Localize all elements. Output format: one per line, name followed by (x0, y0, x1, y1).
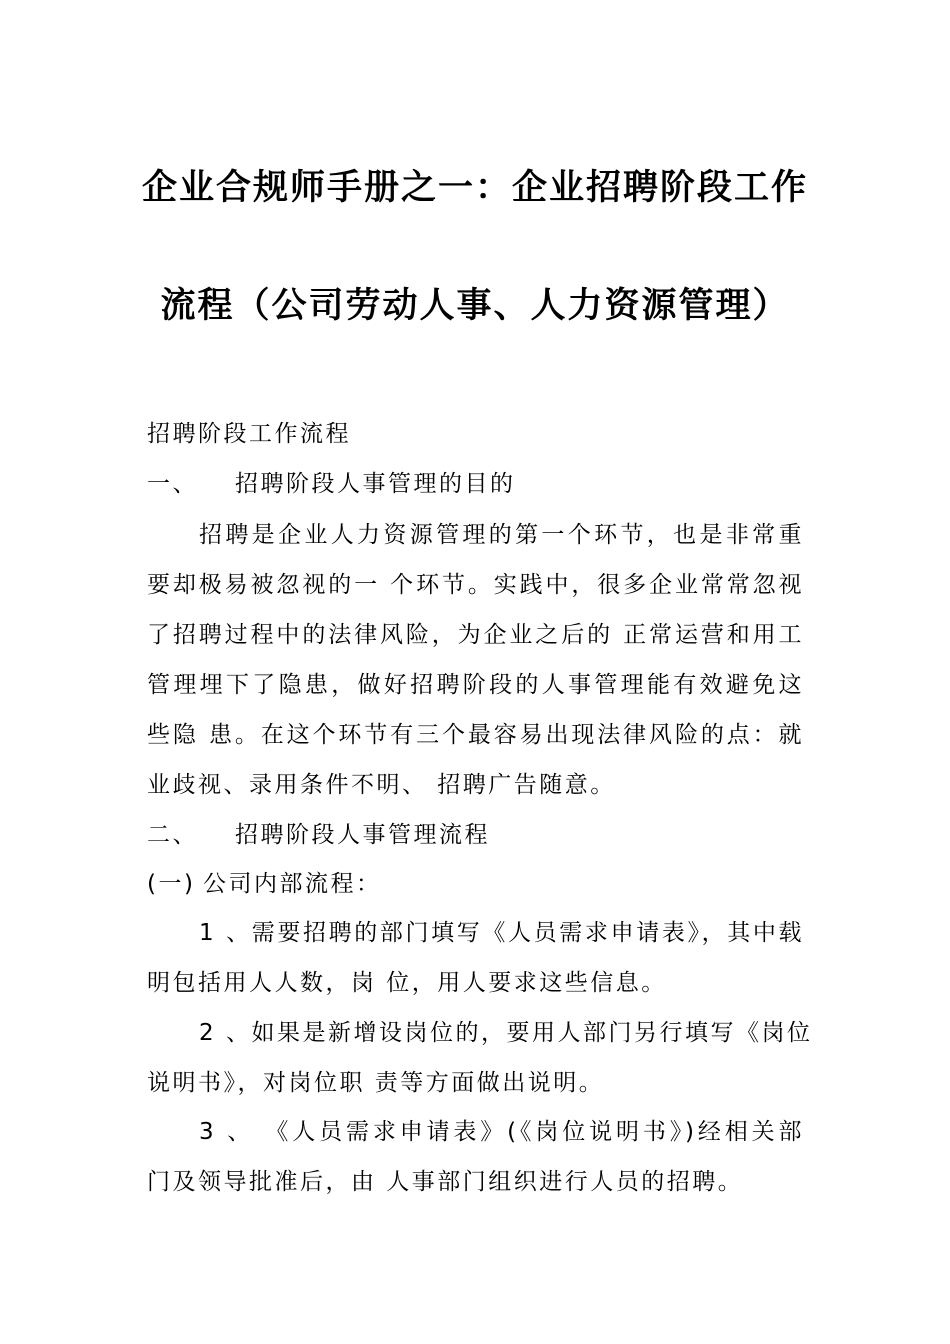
paragraph-line: 些隐 患。在这个环节有三个最容易出现法律风险的点：就 (147, 722, 804, 748)
section-heading-2 (147, 816, 490, 849)
list-item-line: 3 、 《人员需求申请表》(《岗位说明书》)经相关部 (199, 1119, 804, 1145)
paragraph-line: 了招聘过程中的法律风险，为企业之后的 正常运营和用工 (147, 622, 804, 648)
section-number: 二、 (147, 822, 198, 848)
subsection-heading (147, 865, 382, 898)
section-heading-1 (147, 465, 516, 498)
subsection-heading-text: 公司内部流程： (203, 871, 382, 897)
section-heading-text: 招聘阶段人事管理流程 (235, 822, 490, 848)
list-item-line: 1 、需要招聘的部门填写《人员需求申请表》，其中载 (199, 920, 804, 946)
list-item-line: 明包括用人人数，岗 位，用人要求这些信息。 (147, 970, 667, 996)
list-item-line: 门及领导批准后，由 人事部门组织进行人员的招聘。 (147, 1169, 744, 1195)
paragraph-line: 管理埋下了隐患，做好招聘阶段的人事管理能有效避免这 (147, 672, 804, 698)
paragraph-line: 业歧视、录用条件不明、 招聘广告随意。 (147, 772, 616, 798)
section-title: 招聘阶段工作流程 (147, 421, 351, 447)
title-line-2: 流程（公司劳动人事、人力资源管理） (160, 286, 790, 326)
title-line-1: 企业合规师手册之一：企业招聘阶段工作 (141, 168, 808, 208)
section-number: 一、 (147, 471, 198, 497)
paragraph-line: 招聘是企业人力资源管理的第一个环节，也是非常重 (199, 522, 804, 548)
paragraph-line: 要却极易被忽视的一 个环节。实践中，很多企业常常忽视 (147, 572, 804, 598)
subsection-number: (一) (147, 871, 196, 897)
section-heading-text: 招聘阶段人事管理的目的 (235, 471, 516, 497)
list-item-line: 2 、如果是新增设岗位的，要用人部门另行填写《岗位 (199, 1020, 813, 1046)
list-item-line: 说明书》，对岗位职 责等方面做出说明。 (147, 1070, 605, 1096)
